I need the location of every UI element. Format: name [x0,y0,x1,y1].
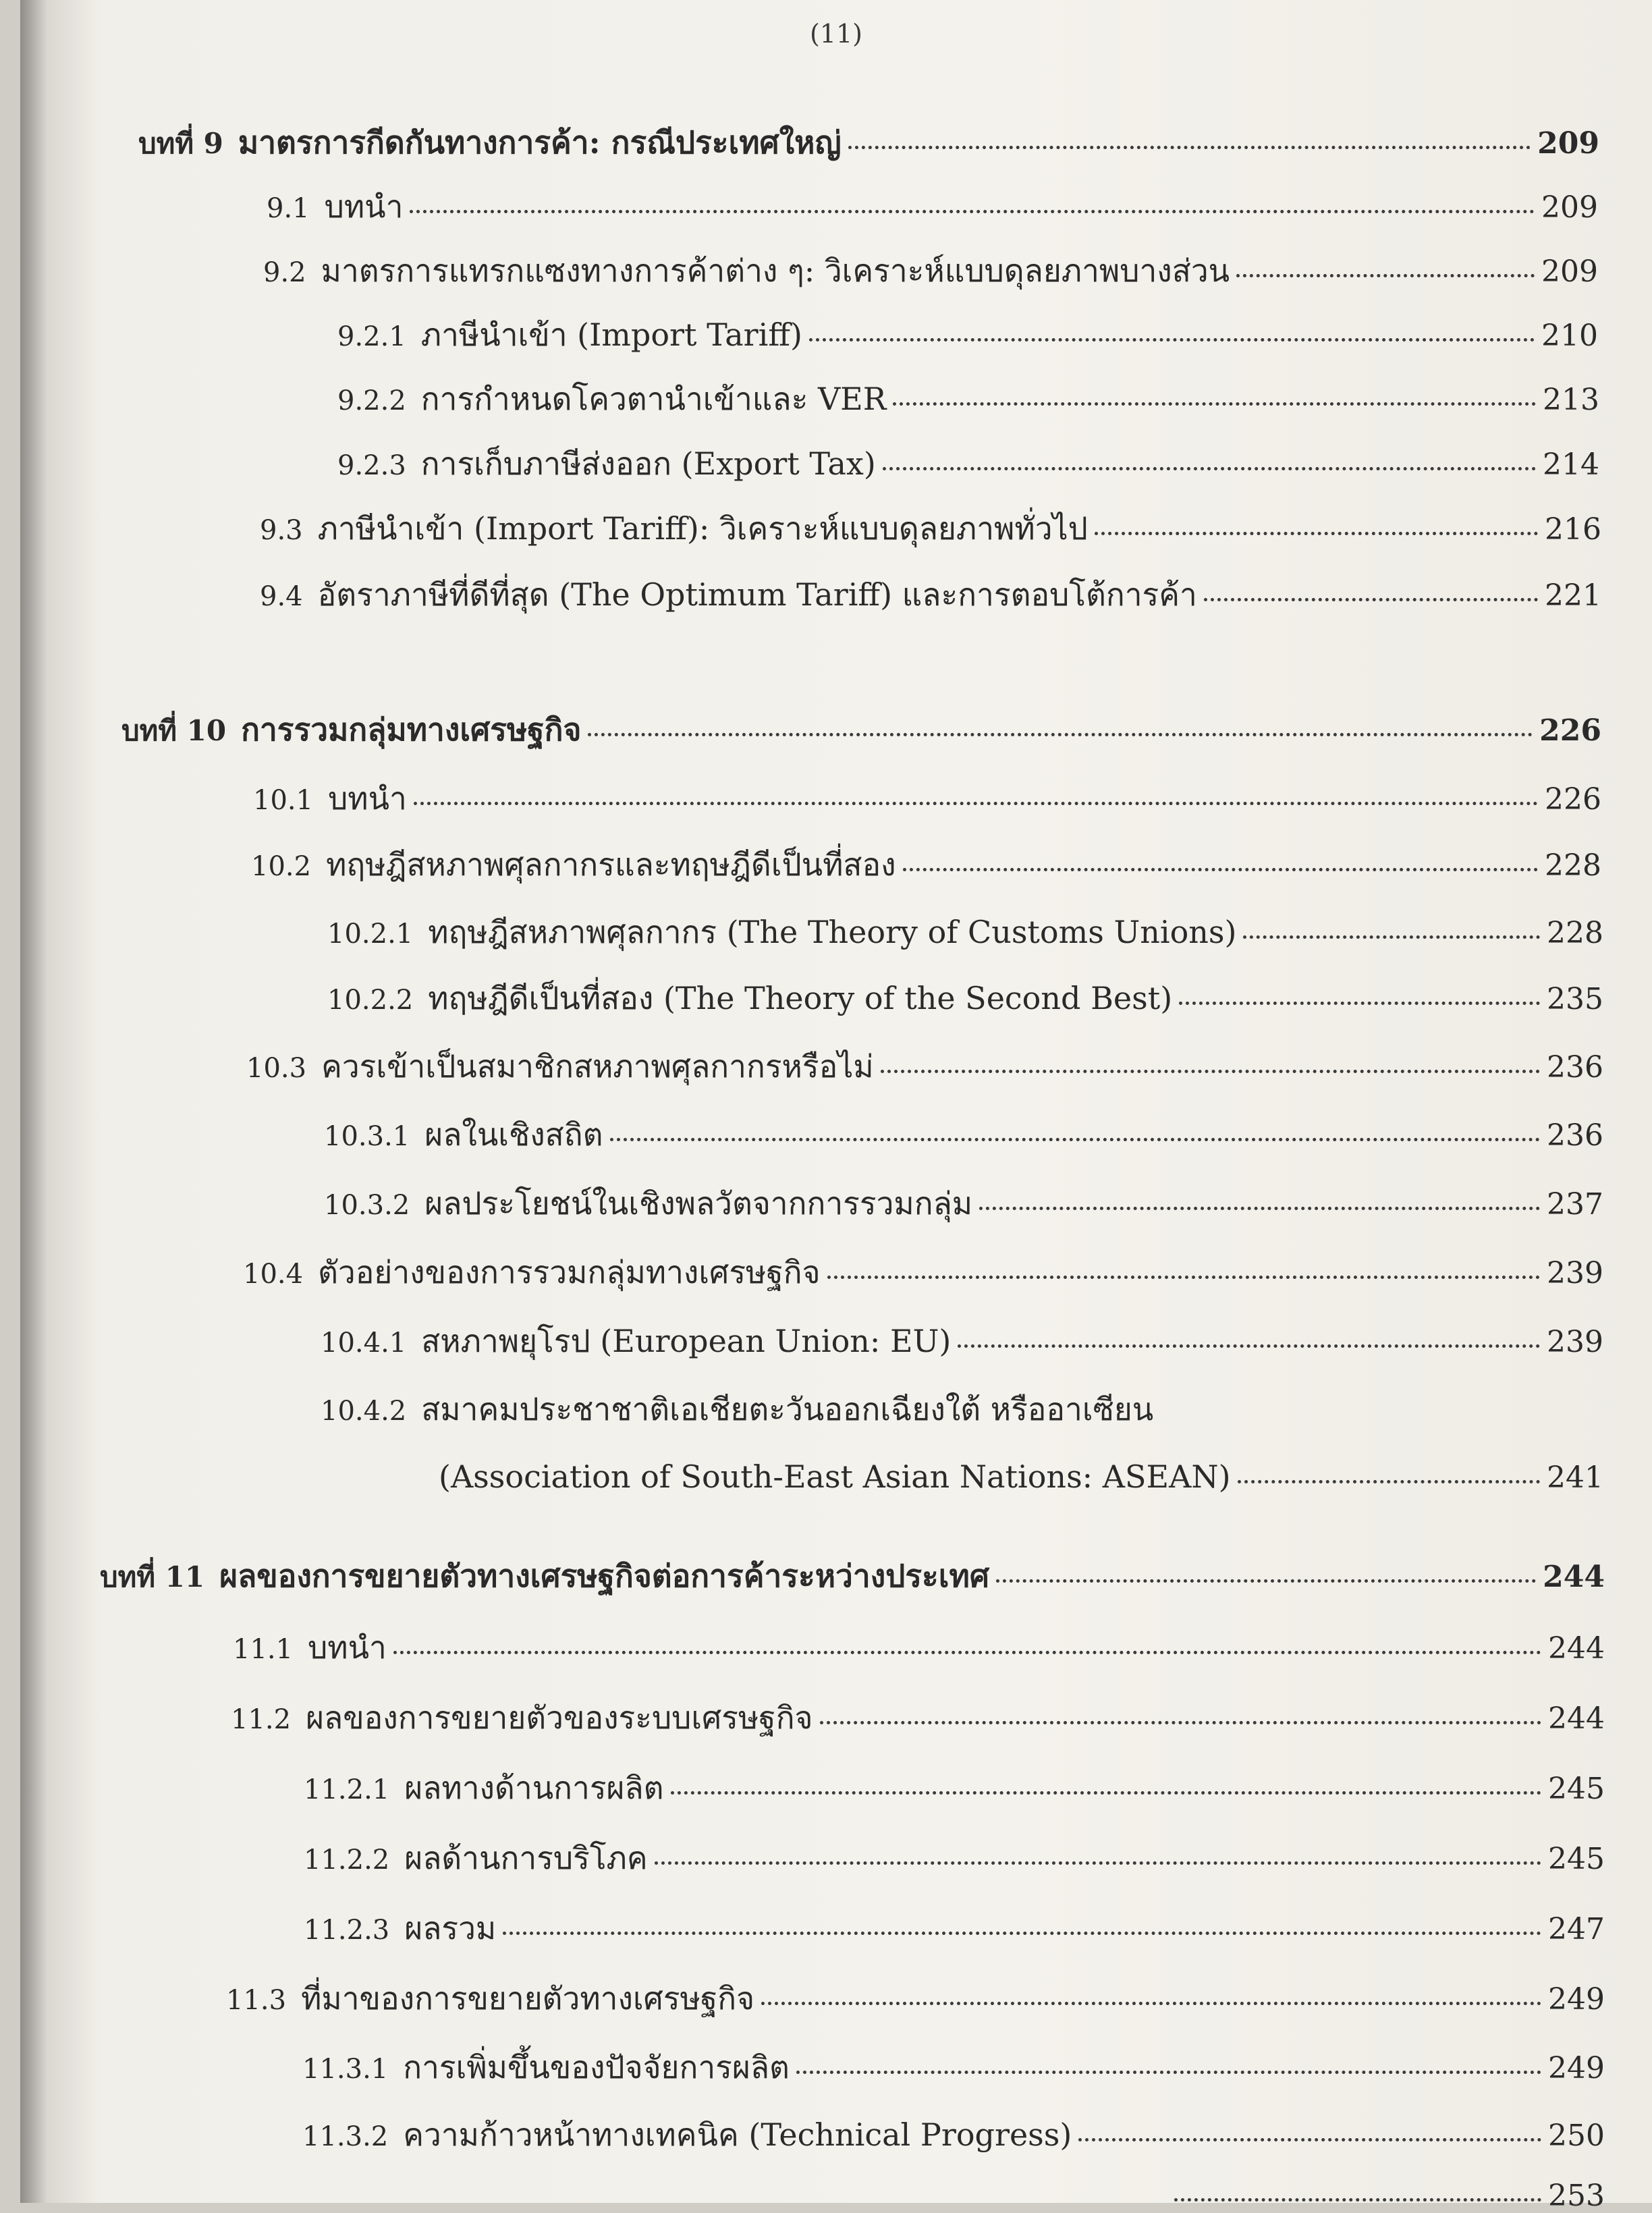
dot-leader [996,1579,1536,1583]
dot-leader [1238,1480,1540,1483]
toc-page: 228 [1545,848,1601,883]
toc-chapter-10[interactable] [121,711,1601,748]
toc-page: 245 [1548,1842,1605,1876]
toc-section-10-3[interactable] [246,1048,1603,1085]
toc-title: ทฤษฎีดีเป็นที่สอง (The Theory of the Second Best) [428,980,1173,1016]
toc-section-9-3[interactable] [260,510,1601,547]
toc-subsection-9-2-3[interactable] [337,445,1599,482]
toc-page: 209 [1541,190,1598,225]
dot-leader [610,1138,1541,1141]
toc-section-9-2[interactable] [263,252,1598,289]
toc-page: 209 [1537,126,1599,161]
toc-title: สหภาพยุโรป (European Union: EU) [421,1323,952,1359]
toc-page: 247 [1548,1912,1605,1946]
dot-leader [958,1344,1540,1348]
toc-page: 210 [1541,319,1598,353]
toc-number: 9.1 [267,193,310,224]
dot-leader [414,802,1538,805]
toc-number: 10.2.1 [327,919,414,950]
toc-subsection-10-4-1[interactable] [321,1323,1603,1359]
toc-title: ภาษีนำเข้า (Import Tariff): วิเคราะห์แบบดุลยภาพทั่วไป [317,510,1088,547]
toc-number: 9.2.2 [337,385,406,416]
toc-page: 235 [1547,982,1603,1016]
toc-number: 9.2 [263,257,306,288]
toc-number: 11.2.2 [304,1845,390,1876]
toc-title: การกำหนดโควตานำเข้าและ VER [420,381,887,417]
toc-title: ตัวอย่างของการรวมกลุ่มทางเศรษฐกิจ [318,1254,821,1290]
dot-leader [410,210,1535,213]
toc-number: 9.2.1 [337,321,406,352]
toc-subsection-9-2-2[interactable] [337,383,1599,415]
toc-title: ผลด้านการบริโภค [404,1840,648,1876]
dot-leader [1179,1002,1540,1005]
toc-number: บทที่ 10 [121,714,227,747]
toc-title: ผลประโยชน์ในเชิงพลวัตจากการรวมกลุ่ม [424,1185,973,1222]
toc-page: 236 [1547,1050,1603,1085]
toc-number: 10.4.1 [321,1328,407,1359]
toc-title: ผลทางด้านการผลิต [404,1770,664,1806]
toc-number: 9.4 [260,581,303,612]
toc-subsection-10-3-1[interactable] [324,1116,1603,1153]
toc-title: อัตราภาษีที่ดีที่สุด (The Optimum Tariff) และการตอบโต้การค้า [317,576,1197,613]
dot-leader [503,1932,1541,1935]
dot-leader [671,1791,1541,1795]
toc-page: 239 [1547,1256,1603,1290]
toc-subsection-11-2-3[interactable] [304,1910,1605,1946]
toc-chapter-9[interactable] [138,124,1599,161]
toc-page: 241 [1547,1460,1603,1495]
toc-number: 11.2 [231,1704,292,1735]
toc-number: บทที่ 9 [138,127,223,160]
toc-page: 244 [1548,1631,1605,1666]
toc-title: การเพิ่มขึ้นของปัจจัยการผลิต [403,2049,790,2085]
dot-leader [903,868,1538,871]
toc-title-continued: (Association of South-East Asian Nations: ASEAN) [439,1458,1231,1495]
toc-title: บทนำ [328,780,407,817]
dot-leader [1243,935,1540,939]
toc-title: สมาคมประชาชาติเอเชียตะวันออกเฉียงใต้ หรืออาเซียน [421,1391,1154,1427]
toc-title: มาตรการแทรกแซงทางการค้าต่าง ๆ: วิเคราะห์แบบดุลยภาพบางส่วน [321,252,1230,289]
toc-title: ผลรวม [404,1910,497,1946]
dot-leader [761,2002,1541,2005]
toc-title: ความก้าวหน้าทางเทคนิค (Technical Progress) [403,2116,1072,2153]
toc-number: 11.2.3 [304,1915,390,1946]
dot-leader [1174,2198,1541,2202]
toc-section-10-4[interactable] [243,1254,1603,1290]
toc-page: 244 [1548,1701,1605,1736]
toc-subsection-10-4-2[interactable] [321,1391,1154,1427]
toc-number: 11.1 [233,1634,294,1665]
toc-number: 10.2.2 [327,985,414,1016]
toc-subsection-9-2-1[interactable] [337,319,1598,351]
toc-page: 253 [1548,2179,1605,2213]
toc-title: ทฤษฎีสหภาพศุลกากรและทฤษฎีดีเป็นที่สอง [326,846,896,883]
toc-number: 11.3.2 [302,2121,389,2152]
toc-number: 10.3 [246,1053,307,1084]
toc-title: ที่มาของการขยายตัวทางเศรษฐกิจ [301,1980,755,2017]
toc-subsection-10-2-1[interactable] [327,914,1603,950]
dot-leader [881,1070,1540,1073]
dot-leader [588,733,1533,736]
toc-subsection-10-3-2[interactable] [324,1185,1603,1222]
dot-leader [893,402,1536,406]
toc-number: 10.1 [253,785,314,816]
toc-section-10-2[interactable] [251,846,1601,883]
toc-partial-row [1167,2181,1605,2211]
toc-section-9-4[interactable] [260,576,1601,613]
page-number: (11) [809,19,862,49]
toc-title: ผลในเชิงสถิต [424,1116,603,1153]
toc-page: 245 [1548,1772,1605,1806]
toc-title: บทนำ [324,188,404,225]
toc-number: 9.2.3 [337,450,406,481]
toc-number: 10.4.2 [321,1396,407,1427]
toc-title: ควรเข้าเป็นสมาชิกสหภาพศุลกากรหรือไม่ [321,1048,874,1085]
toc-subsection-11-2-2[interactable] [304,1842,1605,1874]
dot-leader [1078,2138,1541,2141]
toc-page: 250 [1548,2119,1605,2153]
dot-leader [979,1207,1540,1210]
dot-leader [809,338,1535,341]
toc-subsection-11-3-2[interactable] [302,2116,1605,2153]
toc-subsection-11-2-1[interactable] [304,1772,1605,1804]
toc-title: ผลของการขยายตัวทางเศรษฐกิจต่อการค้าระหว่างประเทศ [219,1558,990,1594]
toc-section-11-1[interactable] [233,1629,1605,1666]
toc-title: การเก็บภาษีส่งออก (Export Tax) [420,445,876,482]
toc-number: 9.3 [260,515,303,546]
toc-page: 239 [1547,1325,1603,1359]
toc-number: 10.3.1 [324,1121,410,1152]
dot-leader [820,1721,1542,1724]
toc-number: 10.4 [243,1259,304,1290]
dot-leader [848,146,1531,149]
toc-page: 249 [1548,2051,1605,2085]
toc-chapter-11[interactable] [100,1560,1605,1592]
toc-section-10-1[interactable] [253,780,1601,817]
toc-subsection-11-3-1[interactable] [302,2049,1605,2085]
dot-leader [393,1651,1541,1654]
toc-title: ทฤษฎีสหภาพศุลกากร (The Theory of Customs Unions) [428,914,1237,950]
toc-section-9-1[interactable] [267,188,1598,225]
toc-number: 11.3.1 [302,2054,389,2085]
dot-leader [655,1861,1541,1865]
dot-leader [796,2071,1541,2074]
toc-number: 10.2 [251,851,312,882]
toc-page: 226 [1545,782,1601,817]
toc-number: 11.3 [226,1985,287,2016]
dot-leader [1095,532,1538,535]
toc-page: 228 [1547,916,1603,950]
toc-title: ภาษีนำเข้า (Import Tariff) [420,317,802,353]
toc-page: 249 [1548,1982,1605,2017]
toc-page: 226 [1539,713,1601,748]
toc-page: 237 [1547,1187,1603,1222]
toc-section-11-2[interactable] [231,1699,1605,1736]
toc-title: ผลของการขยายตัวของระบบเศรษฐกิจ [306,1699,813,1736]
table-of-contents [20,0,1652,2213]
dot-leader [827,1276,1540,1279]
toc-subsection-10-2-2[interactable] [327,980,1603,1016]
book-page [20,0,1652,2213]
toc-page: 213 [1543,383,1599,417]
toc-page: 244 [1543,1560,1605,1594]
dot-leader [1236,274,1535,277]
toc-title: การรวมกลุ่มทางเศรษฐกิจ [241,711,582,748]
toc-title: มาตรการกีดกันทางการค้า: กรณีประเทศใหญ่ [238,124,842,161]
toc-number: 10.3.2 [324,1190,410,1221]
toc-subsection-10-4-2-continued[interactable] [439,1458,1603,1495]
toc-page: 221 [1545,578,1601,613]
toc-page: 236 [1547,1118,1603,1153]
dot-leader [1204,598,1538,601]
toc-number: บทที่ 11 [100,1560,205,1593]
toc-page: 214 [1543,447,1599,482]
toc-page: 216 [1545,512,1601,547]
toc-page: 209 [1541,254,1598,289]
dot-leader [883,467,1536,470]
toc-section-11-3[interactable] [226,1980,1605,2017]
toc-title: บทนำ [308,1629,387,1666]
toc-number: 11.2.1 [304,1774,390,1805]
